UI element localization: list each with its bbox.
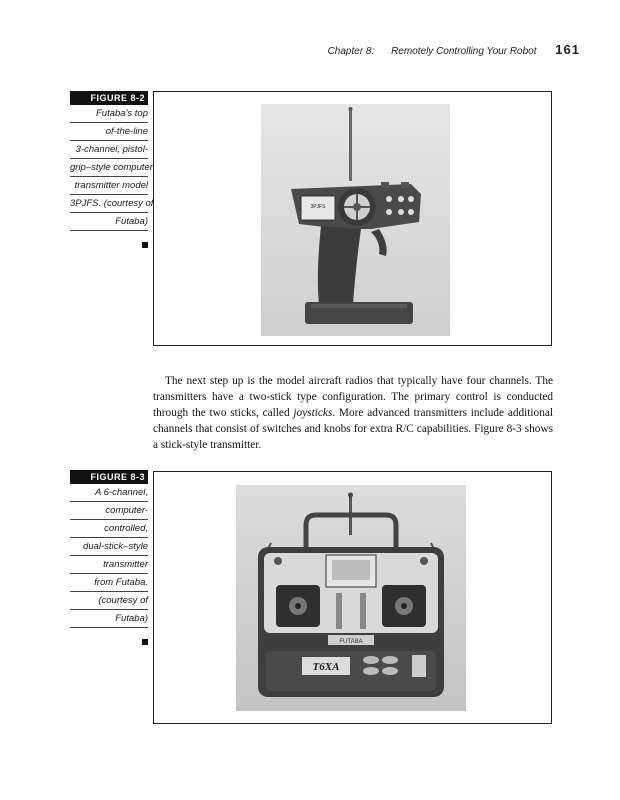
caption-line: controlled,	[70, 520, 148, 538]
photo-model-text: T6XA	[312, 661, 340, 673]
caption-line: transmitter model	[70, 177, 148, 195]
caption-line: grip–style computer	[70, 159, 148, 177]
pistol-transmitter-photo	[261, 104, 450, 336]
term-joysticks: joysticks	[293, 407, 333, 419]
figure-8-3-label: FIGURE 8-3	[70, 470, 148, 484]
paragraph-text-1: The next step up is the model aircraft radios that typically have four channels. The transmitters have a two-stick type configuration. The primary control is conducted through the two sticks, called	[153, 375, 553, 419]
caption-line: transmitter	[70, 556, 148, 574]
caption-line: from Futaba.	[70, 574, 148, 592]
end-square-icon	[70, 231, 148, 253]
caption-line: 3PJFS. (courtesy of	[70, 195, 148, 213]
stick-transmitter-photo	[236, 485, 466, 711]
photo-screen-text: 3PJFS	[310, 204, 326, 210]
caption-line: of-the-line	[70, 123, 148, 141]
caption-line: dual-stick–style	[70, 538, 148, 556]
caption-line: 3-channel, pistol-	[70, 141, 148, 159]
chapter-label: Chapter 8:	[327, 46, 375, 57]
caption-line: Futaba's top	[70, 105, 148, 123]
page-number: 161	[555, 42, 580, 57]
end-square-icon	[70, 628, 148, 650]
photo-brand-text: FUTABA	[339, 639, 363, 645]
figure-8-3-frame	[153, 471, 552, 724]
caption-line: Futaba)	[70, 213, 148, 231]
figure-8-2-frame	[153, 91, 552, 346]
caption-line: A 6-channel,	[70, 484, 148, 502]
caption-line: computer-	[70, 502, 148, 520]
caption-line: Futaba)	[70, 610, 148, 628]
pistol-transmitter-illustration	[261, 104, 450, 336]
figure-8-2-caption	[70, 91, 154, 253]
body-paragraph	[153, 373, 553, 453]
chapter-title: Remotely Controlling Your Robot	[391, 46, 537, 57]
stick-transmitter-illustration	[236, 485, 466, 711]
figure-8-2-label: FIGURE 8-2	[70, 91, 148, 105]
paragraph-text-2: . More advanced transmitters include additional channels that consist of switches and knobs for extra R/C capabilities. Figure 8-3 shows a stick-style transmitter.	[153, 407, 553, 451]
running-head	[328, 42, 580, 57]
figure-8-3-caption	[70, 470, 148, 650]
caption-line: (courtesy of	[70, 592, 148, 610]
